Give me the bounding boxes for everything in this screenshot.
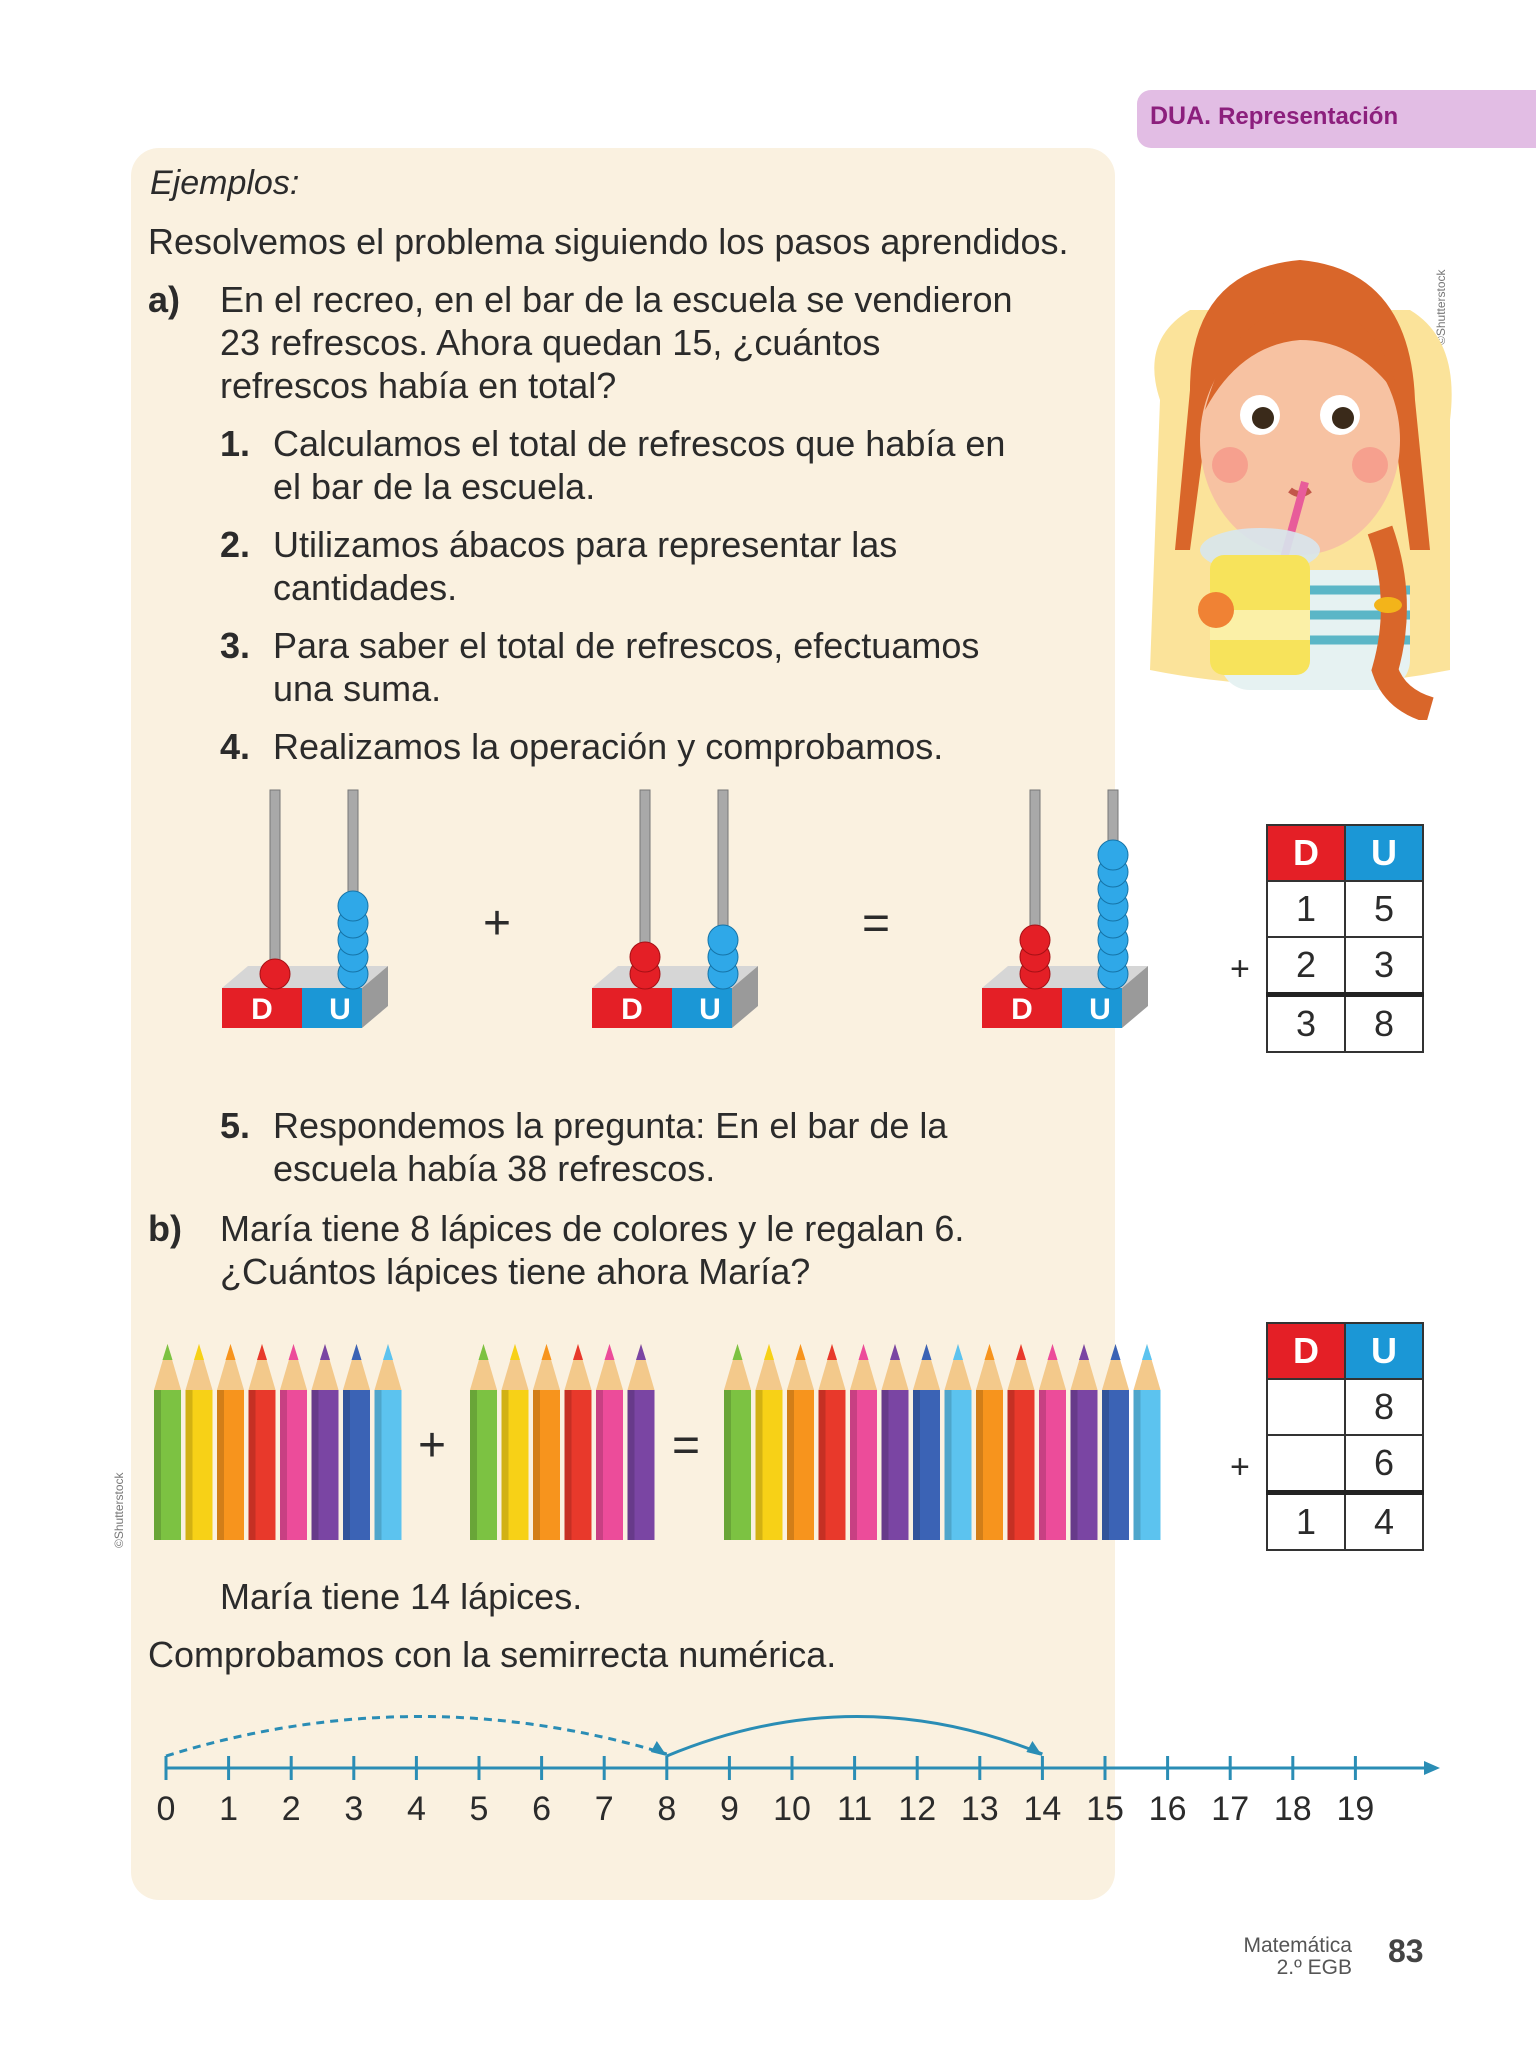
number-line-label: 16 — [1148, 1790, 1187, 1828]
result-cell: 1 — [1267, 1493, 1345, 1551]
dua-topic: Representación — [1218, 103, 1399, 130]
tens-bead — [1020, 925, 1050, 955]
grade-level: 2.º EGB — [1276, 1956, 1352, 1979]
pencil — [913, 1344, 940, 1540]
number-line-label: 10 — [773, 1790, 811, 1828]
abacus-tens-label: D — [621, 993, 643, 1026]
number-line-label: 5 — [469, 1790, 489, 1828]
part-b-label: b) — [148, 1208, 182, 1249]
number-line-label: 7 — [594, 1790, 614, 1828]
step-text: una suma. — [273, 668, 442, 709]
result-cell: 4 — [1345, 1493, 1423, 1551]
jump-arc-dashed — [166, 1716, 667, 1756]
equals-sign: = — [672, 1419, 701, 1472]
step-number: 5. — [220, 1105, 251, 1146]
abacus-units-label: U — [329, 993, 351, 1026]
abacus-units-label: U — [699, 993, 721, 1026]
pencil — [565, 1344, 592, 1540]
pencil — [249, 1344, 276, 1540]
pencil — [217, 1344, 244, 1540]
number-line-label: 14 — [1023, 1790, 1062, 1828]
number-line-label: 15 — [1086, 1790, 1124, 1828]
number-line-label: 13 — [960, 1790, 999, 1828]
abacus — [570, 780, 890, 1050]
number-line-label: 11 — [836, 1790, 873, 1828]
abacus-units-label: U — [1089, 993, 1111, 1026]
pencil — [154, 1344, 181, 1540]
pencil — [502, 1344, 529, 1540]
step-text: Calculamos el total de refrescos que había en — [273, 423, 1006, 464]
table-cell: 2 — [1267, 937, 1345, 995]
step-text: escuela había 38 refrescos. — [273, 1148, 716, 1189]
step-text: Utilizamos ábacos para representar las — [273, 524, 898, 565]
pencil — [756, 1344, 783, 1540]
pencil — [882, 1344, 909, 1540]
part-a-label: a) — [148, 279, 181, 320]
tens-header: D — [1267, 1323, 1345, 1379]
pencil — [280, 1344, 307, 1540]
part-a-line: En el recreo, en el bar de la escuela se vendieron — [220, 279, 1013, 320]
units-bead — [1098, 840, 1128, 870]
pencil — [628, 1344, 655, 1540]
equals-sign: = — [862, 897, 891, 950]
abacus-tens-label: D — [251, 993, 273, 1026]
plus-sign: + — [418, 1419, 447, 1472]
step-text: el bar de la escuela. — [273, 466, 596, 507]
jump-arc-solid — [667, 1716, 1043, 1756]
plus-sign: + — [483, 897, 512, 950]
table-cell: 8 — [1345, 1379, 1423, 1435]
number-line-label: 1 — [219, 1790, 239, 1828]
pencil — [312, 1344, 339, 1540]
number-line-label: 0 — [156, 1790, 176, 1828]
intro-text: Resolvemos el problema siguiendo los pasos aprendidos. — [148, 221, 1069, 262]
footer-subject — [1180, 1935, 1352, 1979]
number-line-label: 12 — [898, 1790, 937, 1828]
step-text: cantidades. — [273, 567, 458, 608]
step-number: 3. — [220, 625, 251, 666]
dua-label: DUA. — [1150, 102, 1212, 130]
number-line-label: 17 — [1211, 1790, 1250, 1828]
pencil-group — [466, 1340, 666, 1550]
table-cell: 6 — [1345, 1435, 1423, 1493]
subject-name: Matemática — [1243, 1934, 1352, 1957]
table-cell: 5 — [1345, 881, 1423, 937]
table-cell — [1267, 1379, 1345, 1435]
pencil — [976, 1344, 1003, 1540]
table-plus-sign: + — [1230, 1448, 1250, 1486]
pencil — [533, 1344, 560, 1540]
step-text: Respondemos la pregunta: En el bar de la — [273, 1105, 948, 1146]
pencil — [724, 1344, 751, 1540]
abacus-tens-label: D — [1011, 993, 1033, 1026]
photo-credit-top: ©Shutterstock — [1434, 269, 1448, 345]
girl-drinking-illustration — [1130, 250, 1470, 720]
step-number: 4. — [220, 726, 251, 767]
dua-tag-text — [1150, 102, 1398, 131]
number-line — [140, 1680, 1440, 1830]
pencil — [596, 1344, 623, 1540]
pencil — [1134, 1344, 1161, 1540]
step-text: Para saber el total de refrescos, efectuamos — [273, 625, 980, 666]
page-number: 83 — [1388, 1933, 1424, 1969]
tens-bead — [630, 942, 660, 972]
number-line-label: 6 — [532, 1790, 552, 1828]
place-value-table-b — [1266, 1322, 1424, 1551]
pencil — [850, 1344, 877, 1540]
number-line-arrow — [1424, 1761, 1440, 1775]
part-a-line: refrescos había en total? — [220, 365, 617, 406]
units-header: U — [1345, 1323, 1423, 1379]
jump-arrowhead — [651, 1741, 667, 1756]
pencil — [1008, 1344, 1035, 1540]
pencil — [1071, 1344, 1098, 1540]
table-cell: 3 — [1345, 937, 1423, 995]
pencil — [186, 1344, 213, 1540]
pencil-group — [150, 1340, 410, 1550]
pencil — [819, 1344, 846, 1540]
pencil — [787, 1344, 814, 1540]
jump-arrowhead — [1026, 1741, 1042, 1756]
part-a-line: 23 refrescos. Ahora quedan 15, ¿cuántos — [220, 322, 881, 363]
pencil — [1102, 1344, 1129, 1540]
result-cell: 8 — [1345, 995, 1423, 1053]
part-b-line: ¿Cuántos lápices tiene ahora María? — [220, 1251, 811, 1292]
tens-bead — [260, 959, 290, 989]
photo-credit-left: ©Shutterstock — [112, 1472, 126, 1548]
pencil — [343, 1344, 370, 1540]
number-line-label: 3 — [344, 1790, 364, 1828]
number-line-label: 2 — [281, 1790, 301, 1828]
step-number: 2. — [220, 524, 251, 565]
pencil — [945, 1344, 972, 1540]
pencil — [470, 1344, 497, 1540]
abacus — [960, 780, 1280, 1050]
table-plus-sign: + — [1230, 950, 1250, 988]
tens-header: D — [1267, 825, 1345, 881]
number-line-label: 4 — [406, 1790, 426, 1828]
abacus-rod-tens — [270, 790, 280, 980]
abacus — [200, 780, 520, 1050]
check-text: Comprobamos con la semirrecta numérica. — [148, 1634, 837, 1675]
table-cell — [1267, 1435, 1345, 1493]
units-bead — [708, 925, 738, 955]
number-line-label: 18 — [1273, 1790, 1312, 1828]
number-line-label: 19 — [1336, 1790, 1375, 1828]
step-number: 1. — [220, 423, 251, 464]
table-cell: 1 — [1267, 881, 1345, 937]
pencil — [1039, 1344, 1066, 1540]
pencil-group — [720, 1340, 1170, 1550]
units-bead — [338, 891, 368, 921]
part-b-line: María tiene 8 lápices de colores y le regalan 6. — [220, 1208, 965, 1249]
units-header: U — [1345, 825, 1423, 881]
step-text: Realizamos la operación y comprobamos. — [273, 726, 944, 767]
number-line-label: 8 — [657, 1790, 677, 1828]
pencil — [375, 1344, 402, 1540]
answer-text: María tiene 14 lápices. — [220, 1576, 583, 1617]
examples-title: Ejemplos: — [150, 164, 300, 202]
place-value-table-a — [1266, 824, 1424, 1053]
result-cell: 3 — [1267, 995, 1345, 1053]
number-line-label: 9 — [719, 1790, 739, 1828]
